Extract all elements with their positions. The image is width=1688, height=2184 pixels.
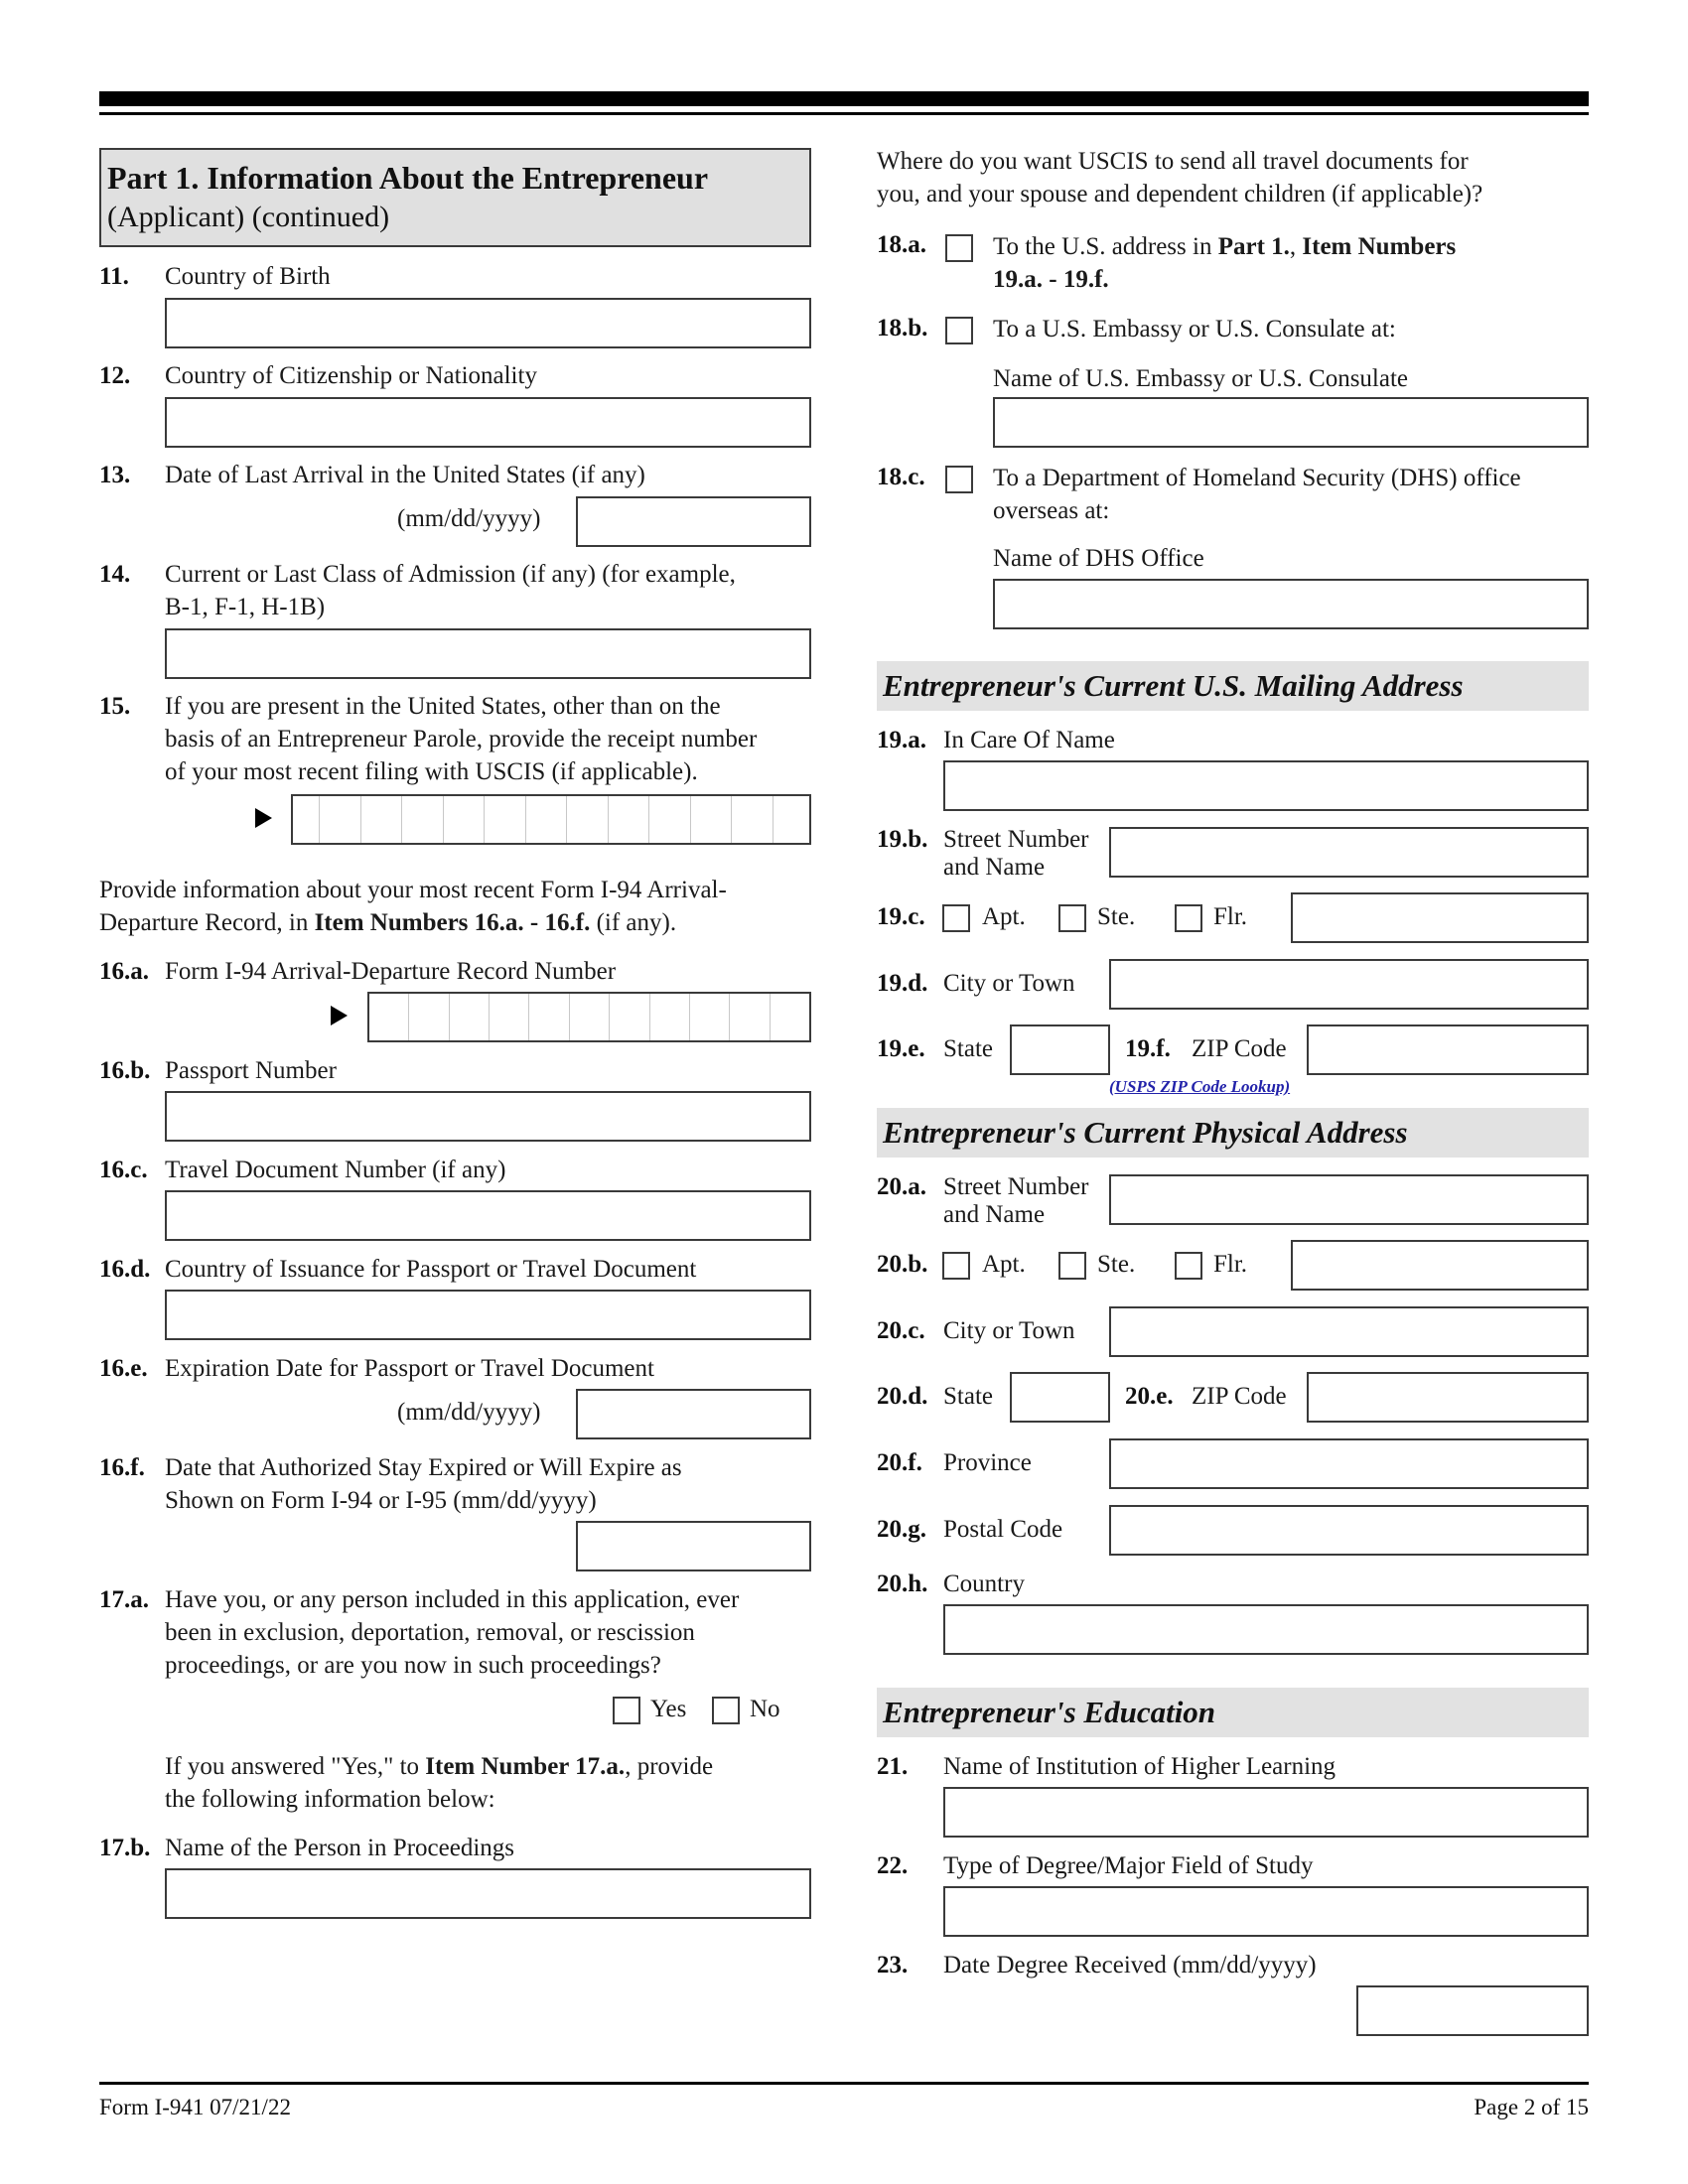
arrow-right-icon [255,808,272,828]
authorized-stay-label-line2: Shown on Form I-94 or I-95 (mm/dd/yyyy) [165,1487,597,1514]
authorized-stay-label-line1: Date that Authorized Stay Expired or Will Expire as [165,1454,682,1481]
i94-intro-line1: Provide information about your most recent Form I-94 Arrival- [99,877,727,903]
item-number-18b: 18.b. [877,315,928,341]
mailing-apt-checkbox[interactable] [942,904,970,932]
mailing-city-input[interactable] [1109,959,1589,1010]
send-to-embassy-label: To a U.S. Embassy or U.S. Consulate at: [993,316,1396,342]
proceedings-question-line2: been in exclusion, deportation, removal, or rescission [165,1619,695,1646]
physical-zip-input[interactable] [1307,1372,1589,1423]
arrow-right-icon [331,1006,348,1025]
item-number-19e: 19.e. [877,1035,925,1062]
receipt-number-label-line3: of your most recent filing with USCIS (if applicable). [165,758,698,785]
item-number-19d: 19.d. [877,970,928,997]
class-of-admission-label-line1: Current or Last Class of Admission (if any) (for example, [165,561,736,588]
dhs-office-name-label: Name of DHS Office [993,545,1204,572]
physical-address-section-header: Entrepreneur's Current Physical Address [877,1108,1589,1158]
footer-page-number: Page 2 of 15 [1474,2095,1589,2119]
degree-type-input[interactable] [943,1886,1589,1937]
item-number-20d: 20.d. [877,1383,928,1410]
physical-street-label-line2: and Name [943,1201,1046,1228]
send-to-dhs-office-checkbox[interactable] [945,466,973,493]
item-number-20g: 20.g. [877,1516,926,1543]
person-in-proceedings-input[interactable] [165,1868,811,1919]
country-label: Country [943,1570,1025,1597]
item-number-20h: 20.h. [877,1570,928,1597]
item-number-22: 22. [877,1852,909,1879]
province-label: Province [943,1449,1032,1476]
if-yes-instruction-line1: If you answered "Yes," to Item Number 17.a., provide [165,1753,714,1780]
item-number-20b: 20.b. [877,1251,928,1278]
item-number-14: 14. [99,561,131,588]
item-number-20f: 20.f. [877,1449,922,1476]
in-care-of-label: In Care Of Name [943,727,1115,753]
last-arrival-format: (mm/dd/yyyy) [397,505,541,532]
send-to-dhs-label-line2: overseas at: [993,497,1110,524]
travel-docs-intro-line2: you, and your spouse and dependent children (if applicable)? [877,181,1483,207]
physical-unit-number-input[interactable] [1291,1240,1589,1291]
physical-flr-label: Flr. [1213,1251,1248,1278]
expiration-date-label: Expiration Date for Passport or Travel Document [165,1355,654,1382]
mailing-apt-label: Apt. [982,903,1026,930]
part-subtitle: (Applicant) (continued) [107,201,390,233]
top-thick-rule [99,91,1589,106]
item-number-16e: 16.e. [99,1355,148,1382]
receipt-number-comb-input[interactable] [291,794,811,845]
postal-code-label: Postal Code [943,1516,1063,1543]
institution-label: Name of Institution of Higher Learning [943,1753,1336,1780]
physical-state-label: State [943,1383,993,1410]
footer-rule [99,2082,1589,2085]
physical-city-label: City or Town [943,1317,1075,1344]
postal-code-input[interactable] [1109,1505,1589,1556]
item-number-15: 15. [99,693,131,720]
dhs-office-name-input[interactable] [993,579,1589,629]
travel-document-input[interactable] [165,1190,811,1241]
mailing-street-input[interactable] [1109,827,1589,878]
citizenship-label: Country of Citizenship or Nationality [165,362,537,389]
if-yes-instruction-line2: the following information below: [165,1786,495,1813]
i94-intro-line2: Departure Record, in Item Numbers 16.a. - 16.f. (if any). [99,909,677,936]
send-to-embassy-checkbox[interactable] [945,317,973,344]
item-number-16c: 16.c. [99,1157,148,1183]
country-of-birth-label: Country of Birth [165,263,331,290]
receipt-number-label-line1: If you are present in the United States, other than on the [165,693,721,720]
degree-date-label: Date Degree Received (mm/dd/yyyy) [943,1952,1317,1979]
proceedings-yes-label: Yes [650,1696,687,1722]
send-to-us-address-items: 19.a. - 19.f. [993,266,1109,293]
proceedings-no-checkbox[interactable] [712,1697,740,1724]
item-number-17a: 17.a. [99,1586,149,1613]
physical-street-input[interactable] [1109,1174,1589,1225]
i94-number-label: Form I-94 Arrival-Departure Record Number [165,958,617,985]
travel-document-label: Travel Document Number (if any) [165,1157,506,1183]
travel-docs-intro-line1: Where do you want USCIS to send all travel documents for [877,148,1469,175]
part-title: Part 1. Information About the Entrepreneur [107,160,709,196]
item-number-21: 21. [877,1753,909,1780]
item-number-20c: 20.c. [877,1317,925,1344]
item-number-19b: 19.b. [877,826,928,853]
send-to-us-address-label: To the U.S. address in Part 1., Item Numbers [993,233,1457,260]
i94-number-comb-input[interactable] [367,992,811,1042]
item-number-12: 12. [99,362,131,389]
item-number-16a: 16.a. [99,958,149,985]
mailing-street-label-line1: Street Number [943,826,1089,853]
mailing-flr-checkbox[interactable] [1175,904,1202,932]
class-of-admission-input[interactable] [165,628,811,679]
item-number-19a: 19.a. [877,727,926,753]
proceedings-question-line3: proceedings, or are you now in such proceedings? [165,1652,661,1679]
embassy-name-input[interactable] [993,397,1589,448]
item-number-13: 13. [99,462,131,488]
proceedings-yes-checkbox[interactable] [613,1697,640,1724]
item-number-18a: 18.a. [877,231,926,258]
item-number-11: 11. [99,263,129,290]
footer-form-id: Form I-941 07/21/22 [99,2095,291,2119]
usps-zip-lookup-link[interactable]: (USPS ZIP Code Lookup) [1109,1077,1291,1096]
proceedings-no-label: No [750,1696,780,1722]
last-arrival-date-input[interactable] [576,496,811,547]
mailing-street-label-line2: and Name [943,854,1046,881]
top-thin-rule [99,112,1589,115]
degree-type-label: Type of Degree/Major Field of Study [943,1852,1314,1879]
item-number-20a: 20.a. [877,1173,926,1200]
mailing-unit-number-input[interactable] [1291,892,1589,943]
mailing-flr-label: Flr. [1213,903,1248,930]
country-of-birth-input[interactable] [165,298,811,348]
citizenship-input[interactable] [165,397,811,448]
passport-number-input[interactable] [165,1091,811,1142]
authorized-stay-date-input[interactable] [576,1521,811,1571]
send-to-dhs-label-line1: To a Department of Homeland Security (DHS) office [993,465,1521,491]
physical-zip-label: ZIP Code [1192,1383,1287,1410]
institution-input[interactable] [943,1787,1589,1838]
mailing-ste-label: Ste. [1097,903,1136,930]
mailing-ste-checkbox[interactable] [1058,904,1086,932]
degree-date-input[interactable] [1356,1985,1589,2036]
item-number-18c: 18.c. [877,464,925,490]
expiration-date-input[interactable] [576,1389,811,1439]
send-to-us-address-checkbox[interactable] [945,234,973,262]
physical-flr-checkbox[interactable] [1175,1252,1202,1280]
in-care-of-input[interactable] [943,760,1589,811]
item-number-19c: 19.c. [877,903,925,930]
part-header [99,148,811,247]
passport-number-label: Passport Number [165,1057,337,1084]
item-number-20e: 20.e. [1125,1383,1174,1410]
physical-street-label-line1: Street Number [943,1173,1089,1200]
class-of-admission-label-line2: B-1, F-1, H-1B) [165,594,326,620]
education-section-header: Entrepreneur's Education [877,1688,1589,1737]
embassy-name-label: Name of U.S. Embassy or U.S. Consulate [993,365,1409,392]
country-of-issuance-label: Country of Issuance for Passport or Travel Document [165,1256,697,1283]
person-in-proceedings-label: Name of the Person in Proceedings [165,1835,515,1861]
physical-state-input[interactable] [1010,1372,1110,1423]
receipt-number-label-line2: basis of an Entrepreneur Parole, provide the receipt number [165,726,758,752]
mailing-city-label: City or Town [943,970,1075,997]
mailing-address-section-header: Entrepreneur's Current U.S. Mailing Address [877,661,1589,711]
item-number-17b: 17.b. [99,1835,151,1861]
country-of-issuance-input[interactable] [165,1290,811,1340]
item-number-23: 23. [877,1952,909,1979]
physical-apt-checkbox[interactable] [942,1252,970,1280]
mailing-state-label: State [943,1035,993,1062]
item-number-16f: 16.f. [99,1454,145,1481]
physical-ste-label: Ste. [1097,1251,1136,1278]
item-number-16d: 16.d. [99,1256,151,1283]
physical-apt-label: Apt. [982,1251,1026,1278]
mailing-state-input[interactable] [1010,1024,1110,1075]
item-number-19f: 19.f. [1125,1035,1171,1062]
physical-city-input[interactable] [1109,1306,1589,1357]
province-input[interactable] [1109,1438,1589,1489]
last-arrival-label: Date of Last Arrival in the United States (if any) [165,462,645,488]
mailing-zip-input[interactable] [1307,1024,1589,1075]
item-number-16b: 16.b. [99,1057,151,1084]
proceedings-question-line1: Have you, or any person included in this application, ever [165,1586,740,1613]
physical-ste-checkbox[interactable] [1058,1252,1086,1280]
country-input[interactable] [943,1604,1589,1655]
mailing-zip-label: ZIP Code [1192,1035,1287,1062]
expiration-date-format: (mm/dd/yyyy) [397,1399,541,1426]
